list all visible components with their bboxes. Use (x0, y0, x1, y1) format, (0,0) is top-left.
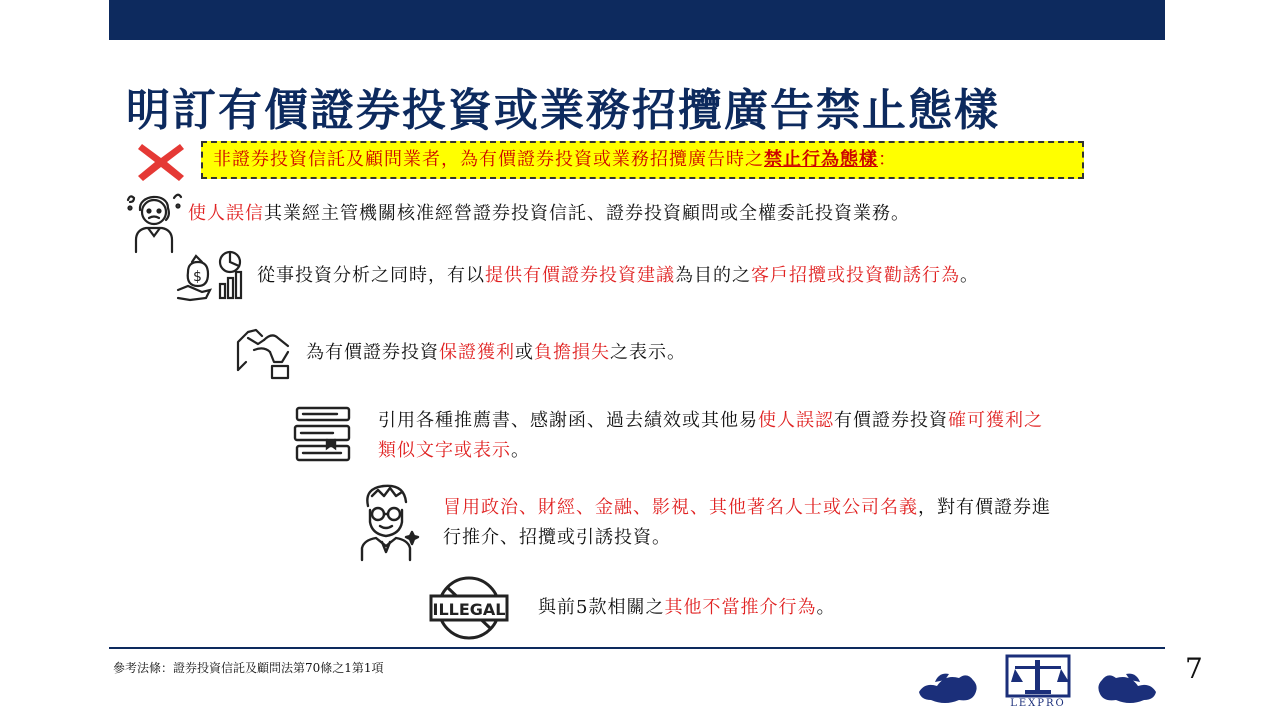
item-3-seg-0: 為有價證券投資 (306, 342, 439, 363)
footer-rule (109, 647, 1165, 649)
item-4-seg-2: 有價證券投資 (834, 410, 948, 431)
celebrity-icon (354, 482, 420, 562)
item-2-seg-0: 從事投資分析之同時，有以 (257, 265, 485, 286)
item-2-seg-4: 。 (960, 265, 979, 286)
banner-prefix: 非證券投資信託及顧問業者，為有價證券投資或業務招攬廣告時之 (213, 149, 764, 170)
pinky-promise-icon (234, 322, 294, 382)
item-3-seg-1: 保證獲利 (439, 342, 515, 363)
logo-text: LEXPRO (1010, 698, 1066, 708)
prohibition-banner (201, 141, 1084, 179)
item-3-text (306, 338, 686, 368)
item-4-seg-3: 確可獲利之 (948, 410, 1043, 431)
item-6-text (538, 593, 835, 623)
confused-person-icon (124, 186, 184, 254)
illegal-icon (427, 574, 511, 642)
item-1-seg-0: 使人誤信 (188, 203, 264, 224)
item-4-seg-4: 類似文字或表示 (378, 440, 511, 461)
reference-note: 參考法條：證券投資信託及顧問法第70條之1第1項 (113, 661, 384, 675)
item-6-seg-1: 其他不當推介行為 (664, 597, 817, 618)
svg-text:$: $ (193, 269, 202, 285)
banner-emphasis: 禁止行為態樣 (764, 149, 878, 170)
item-3-seg-3: 負擔損失 (534, 342, 610, 363)
item-5-text-line1 (443, 493, 1051, 523)
item-1-text (188, 199, 910, 229)
item-3-seg-2: 或 (515, 342, 534, 363)
money-analysis-icon (176, 248, 246, 304)
books-icon (293, 404, 353, 464)
illegal-icon-label: ILLEGAL (432, 600, 506, 619)
item-5-seg-2: 行推介、招攬或引誘投資。 (443, 527, 671, 548)
item-6-seg-0: 與前5款相關之 (538, 597, 665, 618)
item-3-seg-4: 之表示。 (610, 342, 686, 363)
item-2-seg-1: 提供有價證券投資建議 (485, 265, 675, 286)
item-1-seg-1: 其業經主管機關核准經營證券投資信託、證券投資顧問或全權委託投資業務。 (264, 203, 910, 224)
red-cross-icon (136, 140, 186, 184)
item-4-seg-0: 引用各種推薦書、感謝函、過去績效或其他易 (378, 410, 758, 431)
page-number: 7 (1185, 652, 1203, 685)
slide-title: 明訂有價證券投資或業務招攬廣告禁止態樣 (126, 85, 1000, 136)
item-2-seg-2: 為目的之 (675, 265, 751, 286)
item-5-seg-1: ，對有價證券進 (918, 497, 1051, 518)
item-4-text-line1 (378, 406, 1043, 436)
item-6-seg-2: 。 (816, 597, 836, 618)
item-4-text-line2 (378, 436, 530, 466)
lexpro-logo (915, 652, 1160, 708)
item-2-text (257, 261, 979, 291)
item-5-seg-0: 冒用政治、財經、金融、影視、其他著名人士或公司名義 (443, 497, 918, 518)
item-4-seg-1: 使人誤認 (758, 410, 834, 431)
banner-suffix: ： (878, 149, 897, 170)
item-2-seg-3: 客戶招攬或投資勸誘行為 (751, 265, 960, 286)
item-5-text-line2 (443, 523, 671, 553)
item-4-seg-5: 。 (511, 440, 530, 461)
top-bar (109, 0, 1165, 40)
